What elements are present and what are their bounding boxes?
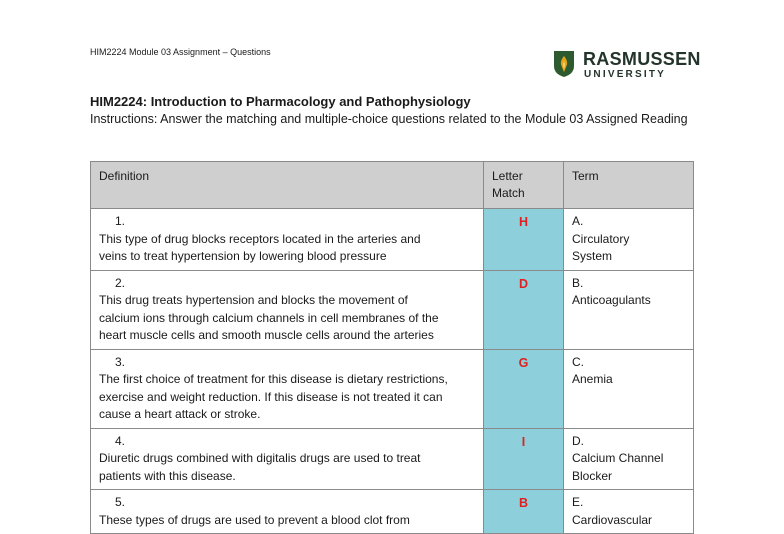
logo-name: RASMUSSEN	[583, 49, 701, 69]
term-letter: E.	[572, 495, 584, 509]
term-text: Anemia	[572, 372, 613, 386]
matching-table	[90, 161, 694, 534]
table-row	[91, 490, 694, 534]
table-header-row	[91, 162, 694, 209]
rasmussen-logo	[553, 48, 701, 84]
header-term: Term	[564, 162, 694, 209]
table-row	[91, 270, 694, 349]
definition-text: Diuretic drugs combined with digitalis drugs are used to treat patients with this disease.	[99, 451, 421, 483]
term-cell	[564, 209, 694, 271]
row-number: 4.	[114, 433, 125, 448]
term-cell	[564, 490, 694, 534]
doc-header-label: HIM2224 Module 03 Assignment – Questions	[90, 47, 271, 57]
row-number: 2.	[114, 275, 125, 290]
letter-answer[interactable]: H	[484, 209, 564, 271]
term-text: Cardiovascular	[572, 512, 653, 527]
definition-cell	[91, 428, 484, 490]
shield-icon	[553, 50, 575, 78]
definition-cell	[91, 490, 484, 534]
row-number: 3.	[114, 354, 125, 369]
term-cell	[564, 428, 694, 490]
definition-text: This drug treats hypertension and blocks the movement of calcium ions through calcium channels in cell membranes of the heart muscle cells and smooth muscle cells around the arteries	[99, 293, 439, 342]
table-row	[91, 209, 694, 271]
logo-subtitle: UNIVERSITY	[584, 69, 667, 80]
table-row	[91, 428, 694, 490]
term-text: Anticoagulants	[572, 293, 651, 307]
definition-cell	[91, 209, 484, 271]
term-letter: A.	[572, 214, 584, 228]
term-cell	[564, 349, 694, 428]
definition-text: This type of drug blocks receptors located in the arteries and veins to treat hypertension by lowering blood pressure	[99, 231, 421, 263]
letter-answer[interactable]: B	[484, 490, 564, 534]
definition-cell	[91, 349, 484, 428]
term-text: Calcium Channel Blocker	[572, 451, 664, 483]
page-title: HIM2224: Introduction to Pharmacology and Pathophysiology	[90, 94, 471, 109]
definition-cell	[91, 270, 484, 349]
term-text: Circulatory System	[572, 231, 630, 263]
instructions-text: Instructions: Answer the matching and multiple-choice questions related to the Module 03 Assigned Reading	[90, 112, 688, 126]
term-letter: C.	[572, 354, 584, 369]
definition-text: These types of drugs are used to prevent a blood clot from	[99, 512, 410, 527]
letter-answer[interactable]: D	[484, 270, 564, 349]
term-letter: D.	[572, 433, 584, 448]
header-letter-match: Letter Match	[484, 162, 564, 209]
header-definition: Definition	[91, 162, 484, 209]
term-cell	[564, 270, 694, 349]
row-number: 1.	[114, 214, 125, 228]
term-letter: B.	[572, 275, 584, 290]
row-number: 5.	[114, 495, 125, 509]
letter-answer[interactable]: I	[484, 428, 564, 490]
definition-text: The first choice of treatment for this disease is dietary restrictions, exercise and weight reduction. If this disease is not treated it can cause a heart attack or stroke.	[99, 372, 448, 421]
letter-answer[interactable]: G	[484, 349, 564, 428]
table-row	[91, 349, 694, 428]
